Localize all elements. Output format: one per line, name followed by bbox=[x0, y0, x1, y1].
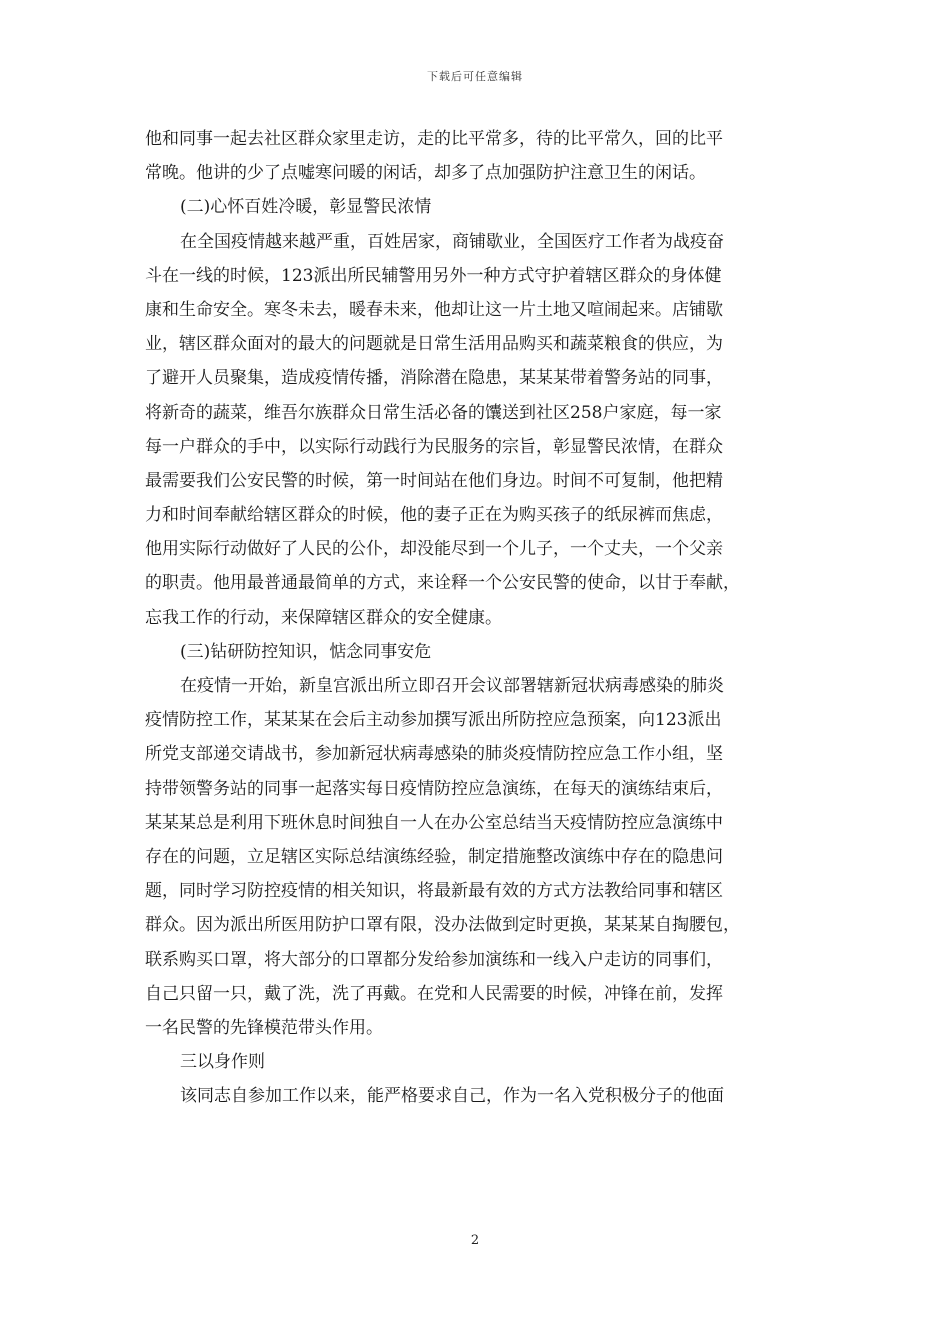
body-line: 存在的问题，立足辖区实际总结演练经验，制定措施整改演练中存在的隐患问 bbox=[145, 846, 723, 867]
body-line: 疫情防控工作，某某某在会后主动参加撰写派出所防控应急预案，向123派出 bbox=[145, 710, 722, 731]
body-line: 某某某总是利用下班休息时间独自一人在办公室总结当天疫情防控应急演练中 bbox=[145, 812, 723, 833]
page-number: 2 bbox=[470, 1233, 480, 1248]
body-line: 持带领警务站的同事一起落实每日疫情防控应急演练，在每天的演练结束后， bbox=[145, 778, 723, 799]
body-line: 题，同时学习防控疫情的相关知识，将最新最有效的方式方法教给同事和辖区 bbox=[145, 881, 723, 902]
body-line: 该同志自参加工作以来，能严格要求自己，作为一名入党积极分子的他面 bbox=[180, 1086, 724, 1107]
body-line: 了避开人员聚集，造成疫情传播，消除潜在隐患，某某某带着警务站的同事， bbox=[145, 368, 723, 389]
body-line: 在疫情一开始，新皇宫派出所立即召开会议部署辖新冠状病毒感染的肺炎 bbox=[180, 676, 724, 696]
body-line: 联系购买口罩，将大部分的口罩都分发给参加演练和一线入户走访的同事们， bbox=[145, 949, 723, 970]
body-line: 常晚。他讲的少了点嘘寒问暖的闲话，却多了点加强防护注意卫生的闲话。 bbox=[145, 163, 706, 184]
body-line: 他用实际行动做好了人民的公仆，却没能尽到一个儿子，一个丈夫，一个父亲 bbox=[145, 539, 723, 560]
page-header-note: 下载后可任意编辑 bbox=[427, 70, 523, 83]
section-heading: 三以身作则 bbox=[180, 1052, 265, 1073]
body-line: 将新奇的蔬菜，维吾尔族群众日常生活必备的馕送到社区258户家庭，每一家 bbox=[145, 402, 722, 423]
body-line: 最需要我们公安民警的时候，第一时间站在他们身边。时间不可复制，他把精 bbox=[145, 470, 723, 491]
body-line: 他和同事一起去社区群众家里走访，走的比平常多，待的比平常久，回的比平 bbox=[145, 129, 723, 149]
section-heading: (三)钻研防控知识，惦念同事安危 bbox=[180, 641, 432, 662]
body-line: 的职责。他用最普通最简单的方式，来诠释一个公安民警的使命，以甘于奉献， bbox=[145, 573, 740, 594]
body-line: 力和时间奉献给辖区群众的时候，他的妻子正在为购买孩子的纸尿裤而焦虑， bbox=[145, 505, 723, 526]
body-line: 忘我工作的行动，来保障辖区群众的安全健康。 bbox=[145, 607, 502, 628]
body-line: 自己只留一只，戴了洗，洗了再戴。在党和人民需要的时候，冲锋在前，发挥 bbox=[145, 983, 723, 1004]
body-line: 康和生命安全。寒冬未去，暖春未来，他却让这一片土地又喧闹起来。店铺歇 bbox=[145, 299, 723, 320]
body-line: 所党支部递交请战书，参加新冠状病毒感染的肺炎疫情防控应急工作小组，坚 bbox=[145, 744, 723, 765]
body-line: 一名民警的先锋模范带头作用。 bbox=[145, 1017, 383, 1038]
body-line: 在全国疫情越来越严重，百姓居家，商铺歇业，全国医疗工作者为战疫奋 bbox=[180, 231, 724, 252]
document-body bbox=[145, 122, 825, 1113]
body-line: 斗在一线的时候，123派出所民辅警用另外一种方式守护着辖区群众的身体健 bbox=[145, 265, 722, 286]
body-line: 业，辖区群众面对的最大的问题就是日常生活用品购买和蔬菜粮食的供应，为 bbox=[145, 334, 723, 355]
body-line: 每一户群众的手中，以实际行动践行为民服务的宗旨，彰显警民浓情，在群众 bbox=[145, 436, 723, 457]
body-line: 群众。因为派出所医用防护口罩有限，没办法做到定时更换，某某某自掏腰包， bbox=[145, 915, 740, 936]
section-heading: (二)心怀百姓冷暖，彰显警民浓情 bbox=[180, 197, 432, 218]
